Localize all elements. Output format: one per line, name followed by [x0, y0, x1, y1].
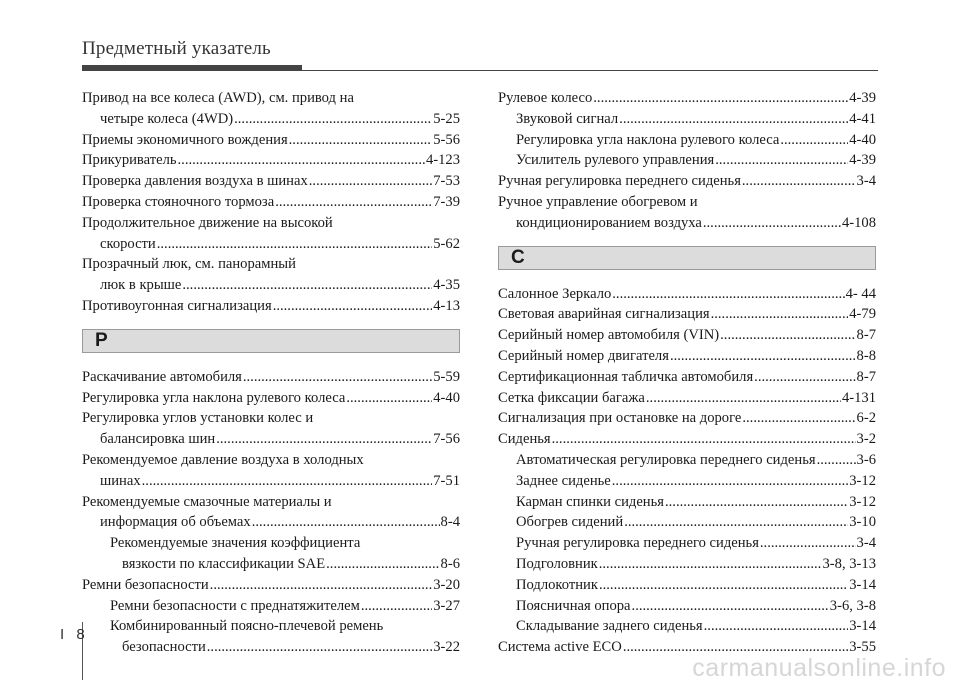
index-entry: [498, 88, 876, 109]
entry-term: Салонное Зеркало: [498, 285, 612, 302]
dot-leader: [210, 575, 433, 596]
entry-page: 8-7: [856, 368, 876, 385]
entry-term: Система active ECO: [498, 639, 622, 656]
index-entry: [498, 512, 876, 533]
entry-page: 3-2: [856, 431, 876, 448]
dot-leader: [715, 150, 848, 171]
entry-term: информация об объемах: [100, 514, 251, 531]
dot-leader: [289, 130, 433, 151]
dot-leader: [182, 275, 432, 296]
entry-page: 3-4: [856, 535, 876, 552]
entry-page: 7-39: [433, 193, 460, 210]
entry-page: 4-13: [433, 297, 460, 314]
entry-page: 4-131: [841, 389, 876, 406]
dot-leader: [754, 367, 855, 388]
entry-page: 5-59: [433, 368, 460, 385]
index-entry: [498, 450, 876, 471]
dot-leader: [703, 213, 841, 234]
entry-page: 4-123: [425, 152, 460, 169]
index-entry: [82, 367, 460, 388]
entry-page: 3-6, 3-8: [829, 597, 876, 614]
entry-term: Раскачивание автомобиля: [82, 368, 242, 385]
dot-leader: [646, 388, 841, 409]
entry-page: 7-56: [433, 431, 460, 448]
entry-page: 4-108: [841, 214, 876, 231]
entry-page: 3-12: [849, 493, 876, 510]
entry-page: 3-14: [849, 576, 876, 593]
dot-leader: [742, 171, 856, 192]
entry-page: 5-25: [433, 110, 460, 127]
dot-leader: [599, 575, 848, 596]
entry-page: 3-22: [433, 639, 460, 656]
index-entry: [498, 471, 876, 492]
entry-page: 3-6: [856, 451, 876, 468]
index-entry: [498, 150, 876, 171]
index-entry: [498, 325, 876, 346]
entry-term: Проверка давления воздуха в шинах: [82, 173, 308, 190]
dot-leader: [275, 192, 432, 213]
dot-leader: [612, 284, 844, 305]
index-entry: [498, 388, 876, 409]
index-entry: [82, 637, 460, 658]
entry-page: 6-2: [856, 410, 876, 427]
index-entry: [498, 304, 876, 325]
dot-leader: [817, 450, 856, 471]
dot-leader: [273, 296, 433, 317]
index-entry-line: Продолжительное движение на высокой: [82, 214, 333, 231]
entry-term: Регулировка угла наклона рулевого колеса: [82, 389, 346, 406]
page-number: [60, 626, 85, 643]
index-entry: [82, 130, 460, 151]
entry-page: 7-51: [433, 472, 460, 489]
entry-page: 3-4: [856, 173, 876, 190]
entry-term: Приемы экономичного вождения: [82, 131, 288, 148]
entry-page: 4-40: [433, 389, 460, 406]
entry-page: 4-40: [849, 131, 876, 148]
index-entry: [82, 596, 460, 617]
index-entry: [498, 575, 876, 596]
entry-term: Обогрев сидений: [516, 514, 624, 531]
dot-leader: [593, 88, 848, 109]
index-entry-line: Привод на все колеса (AWD), см. привод на: [82, 90, 354, 106]
entry-page: 3-55: [849, 639, 876, 656]
entry-term: Световая аварийная сигнализация: [498, 306, 710, 323]
index-entry: [498, 171, 876, 192]
dot-leader: [142, 471, 433, 492]
index-entry: [82, 429, 460, 450]
entry-term: Ручная регулировка переднего сиденья: [498, 173, 741, 190]
entry-page: 8-4: [440, 514, 460, 531]
entry-page: 8-7: [856, 327, 876, 344]
index-entry: [498, 367, 876, 388]
entry-term: шинах: [100, 472, 141, 489]
dot-leader: [670, 346, 856, 367]
entry-term: Сигнализация при остановке на дороге: [498, 410, 742, 427]
index-entry: [498, 346, 876, 367]
entry-term: Сертификационная табличка автомобиля: [498, 368, 754, 385]
index-entry: [82, 109, 460, 130]
dot-leader: [711, 304, 849, 325]
index-entry: [82, 471, 460, 492]
page-number-prefix: I: [60, 626, 65, 643]
entry-term: Сетка фиксации багажа: [498, 389, 645, 406]
dot-leader: [346, 388, 432, 409]
dot-leader: [624, 512, 848, 533]
dot-leader: [326, 554, 439, 575]
entry-page: 5-56: [433, 131, 460, 148]
index-entry: [82, 171, 460, 192]
dot-leader: [252, 512, 440, 533]
index-entry-line: Комбинированный поясно-плечевой ремень: [110, 618, 384, 635]
dot-leader: [599, 554, 822, 575]
entry-term: Складывание заднего сиденья: [516, 618, 703, 635]
page-number-value: 8: [76, 626, 85, 643]
section-letter: Р: [95, 329, 108, 351]
dot-leader: [216, 429, 432, 450]
dot-leader: [207, 637, 432, 658]
dot-leader: [612, 471, 848, 492]
entry-page: 4-35: [433, 277, 460, 294]
entry-term: Подголовник: [516, 555, 598, 572]
watermark: carmanualsonline.info: [692, 654, 946, 682]
dot-leader: [178, 150, 425, 171]
dot-leader: [665, 492, 848, 513]
entry-page: 4-41: [849, 110, 876, 127]
entry-page: 3-14: [849, 618, 876, 635]
dot-leader: [760, 533, 856, 554]
entry-page: 5-62: [433, 235, 460, 252]
entry-page: 4-39: [849, 90, 876, 106]
entry-term: Карман спинки сиденья: [516, 493, 664, 510]
index-entry: [82, 192, 460, 213]
dot-leader: [309, 171, 432, 192]
index-entry-line: Рекомендуемое давление воздуха в холодных: [82, 451, 364, 468]
entry-term: кондиционированием воздуха: [516, 214, 702, 231]
index-entry-line: Прозрачный люк, см. панорамный: [82, 256, 296, 273]
entry-page: 3-27: [433, 597, 460, 614]
dot-leader: [619, 109, 848, 130]
entry-term: Ручная регулировка переднего сиденья: [516, 535, 759, 552]
dot-leader: [361, 596, 432, 617]
entry-page: 4-79: [849, 306, 876, 323]
index-entry: [82, 575, 460, 596]
index-entry: [498, 616, 876, 637]
entry-term: Звуковой сигнал: [516, 110, 619, 127]
index-entry: [82, 296, 460, 317]
entry-term: Сиденья: [498, 431, 551, 448]
entry-term: Рулевое колесо: [498, 90, 593, 106]
entry-page: 3-12: [849, 472, 876, 489]
index-entry: [498, 533, 876, 554]
index-entry: [498, 130, 876, 151]
index-column-right: [498, 88, 876, 658]
page-title: Предметный указатель: [82, 38, 271, 59]
entry-term: Поясничная опора: [516, 597, 631, 614]
entry-page: 3-20: [433, 576, 460, 593]
dot-leader: [720, 325, 855, 346]
entry-page: 4-39: [849, 152, 876, 169]
entry-term: четыре колеса (4WD): [100, 110, 234, 127]
entry-term: Подлокотник: [516, 576, 598, 593]
index-entry: [498, 284, 876, 305]
dot-leader: [234, 109, 432, 130]
entry-page: 3-10: [849, 514, 876, 531]
index-column-left: [82, 88, 460, 658]
entry-term: Серийный номер автомобиля (VIN): [498, 327, 720, 344]
index-entry: [82, 512, 460, 533]
index-entry: [498, 408, 876, 429]
entry-term: Серийный номер двигателя: [498, 347, 669, 364]
entry-page: 8-8: [856, 347, 876, 364]
dot-leader: [704, 616, 849, 637]
dot-leader: [552, 429, 856, 450]
index-entry: [82, 554, 460, 575]
entry-term: безопасности: [122, 639, 206, 656]
entry-term: скорости: [100, 235, 156, 252]
entry-term: Проверка стояночного тормоза: [82, 193, 275, 210]
entry-term: люк в крыше: [100, 277, 182, 294]
index-entry: [498, 429, 876, 450]
index-entry: [82, 150, 460, 171]
index-entry: [82, 388, 460, 409]
entry-page: 3-8, 3-13: [822, 555, 876, 572]
entry-page: 4- 44: [845, 285, 876, 302]
index-entry: [498, 554, 876, 575]
index-entry: [498, 492, 876, 513]
index-entry: [498, 213, 876, 234]
entry-term: Прикуриватель: [82, 152, 177, 169]
entry-term: Усилитель рулевого управления: [516, 152, 715, 169]
dot-leader: [157, 234, 432, 255]
section-letter: С: [511, 246, 525, 268]
entry-term: Регулировка угла наклона рулевого колеса: [516, 131, 780, 148]
index-entry-line: Рекомендуемые значения коэффициента: [110, 535, 361, 552]
index-entry: [498, 109, 876, 130]
entry-term: Противоугонная сигнализация: [82, 297, 272, 314]
index-entry-line: Регулировка углов установки колес и: [82, 410, 314, 427]
section-header: [498, 246, 876, 270]
index-entry: [82, 275, 460, 296]
entry-page: 8-6: [440, 555, 460, 572]
index-entry: [498, 596, 876, 617]
index-entry-line: Рекомендуемые смазочные материалы и: [82, 493, 332, 510]
index-entry-line: Ручное управление обогревом и: [498, 193, 698, 210]
entry-page: 7-53: [433, 173, 460, 190]
dot-leader: [742, 408, 855, 429]
entry-term: Ремни безопасности: [82, 576, 209, 593]
entry-term: Автоматическая регулировка переднего сиденья: [516, 451, 816, 468]
entry-term: Заднее сиденье: [516, 472, 611, 489]
header-rule: [82, 70, 878, 71]
dot-leader: [780, 130, 848, 151]
dot-leader: [243, 367, 432, 388]
index-entry: [82, 234, 460, 255]
entry-term: балансировка шин: [100, 431, 216, 448]
entry-term: Ремни безопасности с преднатяжителем: [110, 597, 360, 614]
entry-term: вязкости по классификации SAE: [122, 555, 326, 572]
dot-leader: [632, 596, 829, 617]
section-header: [82, 329, 460, 353]
